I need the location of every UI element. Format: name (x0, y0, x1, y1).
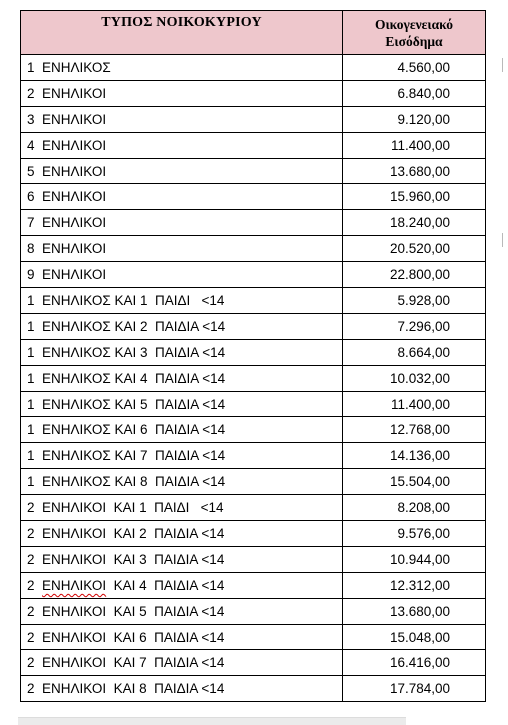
table-row (21, 158, 486, 184)
household-type-cell: 2 ΕΝΗΛΙΚΟΙ ΚΑΙ 2 ΠΑΙΔΙΑ <14 (21, 521, 343, 547)
household-type-cell: 1 ΕΝΗΛΙΚΟΣ ΚΑΙ 5 ΠΑΙΔΙΑ <14 (21, 391, 343, 417)
table-row (21, 313, 486, 339)
family-income-header-line1: Οικογενειακό (374, 16, 453, 32)
family-income-cell: 8.208,00 (343, 495, 486, 521)
family-income-cell: 14.136,00 (343, 443, 486, 469)
household-type-cell: 2 ΕΝΗΛΙΚΟΙ ΚΑΙ 1 ΠΑΙΔΙ <14 (21, 495, 343, 521)
family-income-cell: 11.400,00 (343, 391, 486, 417)
spellcheck-flagged-word: ΕΝΗΛΙΚΟΙ (42, 577, 107, 593)
table-row (21, 55, 486, 81)
table-row (21, 80, 486, 106)
family-income-cell: 11.400,00 (343, 132, 486, 158)
household-type-cell: 1 ΕΝΗΛΙΚΟΣ (21, 55, 343, 81)
table-row (21, 288, 486, 314)
margin-mark (502, 233, 508, 247)
family-income-cell: 12.312,00 (343, 572, 486, 598)
table-row (21, 598, 486, 624)
household-type-cell: 7 ΕΝΗΛΙΚΟΙ (21, 210, 343, 236)
table-row (21, 236, 486, 262)
family-income-header-line2: Εισόδημα (385, 33, 443, 49)
household-type-cell: 2 ΕΝΗΛΙΚΟΙ ΚΑΙ 5 ΠΑΙΔΙΑ <14 (21, 598, 343, 624)
household-type-cell: 2 ΕΝΗΛΙΚΟΙ ΚΑΙ 6 ΠΑΙΔΙΑ <14 (21, 624, 343, 650)
household-income-table (20, 10, 486, 702)
table-row (21, 339, 486, 365)
family-income-cell: 4.560,00 (343, 55, 486, 81)
household-type-cell: 1 ΕΝΗΛΙΚΟΣ ΚΑΙ 7 ΠΑΙΔΙΑ <14 (21, 443, 343, 469)
family-income-cell: 9.120,00 (343, 106, 486, 132)
table-row (21, 469, 486, 495)
family-income-cell: 15.504,00 (343, 469, 486, 495)
household-type-cell: 8 ΕΝΗΛΙΚΟΙ (21, 236, 343, 262)
household-type-cell: 1 ΕΝΗΛΙΚΟΣ ΚΑΙ 8 ΠΑΙΔΙΑ <14 (21, 469, 343, 495)
household-type-cell: 2 ΕΝΗΛΙΚΟΙ ΚΑΙ 3 ΠΑΙΔΙΑ <14 (21, 546, 343, 572)
table-row (21, 391, 486, 417)
family-income-header (343, 11, 486, 55)
table-row (21, 365, 486, 391)
table-row (21, 650, 486, 676)
family-income-cell: 18.240,00 (343, 210, 486, 236)
table-row (21, 210, 486, 236)
family-income-cell: 9.576,00 (343, 521, 486, 547)
household-type-cell: 1 ΕΝΗΛΙΚΟΣ ΚΑΙ 4 ΠΑΙΔΙΑ <14 (21, 365, 343, 391)
family-income-cell: 13.680,00 (343, 598, 486, 624)
family-income-cell: 10.032,00 (343, 365, 486, 391)
household-type-cell: 1 ΕΝΗΛΙΚΟΣ ΚΑΙ 2 ΠΑΙΔΙΑ <14 (21, 313, 343, 339)
family-income-cell: 7.296,00 (343, 313, 486, 339)
table-row (21, 443, 486, 469)
household-type-cell: 2 ΕΝΗΛΙΚΟΙ ΚΑΙ 7 ΠΑΙΔΙΑ <14 (21, 650, 343, 676)
family-income-cell: 15.048,00 (343, 624, 486, 650)
household-type-cell: 3 ΕΝΗΛΙΚΟΙ (21, 106, 343, 132)
household-type-cell: 6 ΕΝΗΛΙΚΟΙ (21, 184, 343, 210)
household-type-cell: 2 ΕΝΗΛΙΚΟΙ (21, 80, 343, 106)
table-row (21, 624, 486, 650)
table-body (21, 55, 486, 702)
header-row (21, 11, 486, 55)
household-type-cell: 1 ΕΝΗΛΙΚΟΣ ΚΑΙ 3 ΠΑΙΔΙΑ <14 (21, 339, 343, 365)
family-income-cell: 6.840,00 (343, 80, 486, 106)
family-income-cell: 22.800,00 (343, 262, 486, 288)
table-row (21, 262, 486, 288)
family-income-cell: 12.768,00 (343, 417, 486, 443)
table-row (21, 106, 486, 132)
household-type-cell: 4 ΕΝΗΛΙΚΟΙ (21, 132, 343, 158)
table-row (21, 184, 486, 210)
household-type-cell: 9 ΕΝΗΛΙΚΟΙ (21, 262, 343, 288)
table-row (21, 132, 486, 158)
household-type-header: ΤΥΠΟΣ ΝΟΙΚΟΚΥΡΙΟΥ (21, 11, 343, 55)
family-income-cell: 15.960,00 (343, 184, 486, 210)
margin-mark (502, 58, 508, 72)
household-type-cell: 2 ΕΝΗΛΙΚΟΙ ΚΑΙ 4 ΠΑΙΔΙΑ <14 (21, 572, 343, 598)
household-type-cell: 1 ΕΝΗΛΙΚΟΣ ΚΑΙ 1 ΠΑΙΔΙ <14 (21, 288, 343, 314)
table-row (21, 495, 486, 521)
family-income-cell: 16.416,00 (343, 650, 486, 676)
table-row (21, 676, 486, 702)
table-row (21, 521, 486, 547)
family-income-cell: 10.944,00 (343, 546, 486, 572)
family-income-cell: 5.928,00 (343, 288, 486, 314)
family-income-cell: 20.520,00 (343, 236, 486, 262)
family-income-cell: 13.680,00 (343, 158, 486, 184)
table-row (21, 546, 486, 572)
household-type-cell: 2 ΕΝΗΛΙΚΟΙ ΚΑΙ 8 ΠΑΙΔΙΑ <14 (21, 676, 343, 702)
table-row (21, 417, 486, 443)
household-type-cell: 1 ΕΝΗΛΙΚΟΣ ΚΑΙ 6 ΠΑΙΔΙΑ <14 (21, 417, 343, 443)
household-type-cell: 5 ΕΝΗΛΙΚΟΙ (21, 158, 343, 184)
table-row (21, 572, 486, 598)
family-income-cell: 17.784,00 (343, 676, 486, 702)
family-income-cell: 8.664,00 (343, 339, 486, 365)
